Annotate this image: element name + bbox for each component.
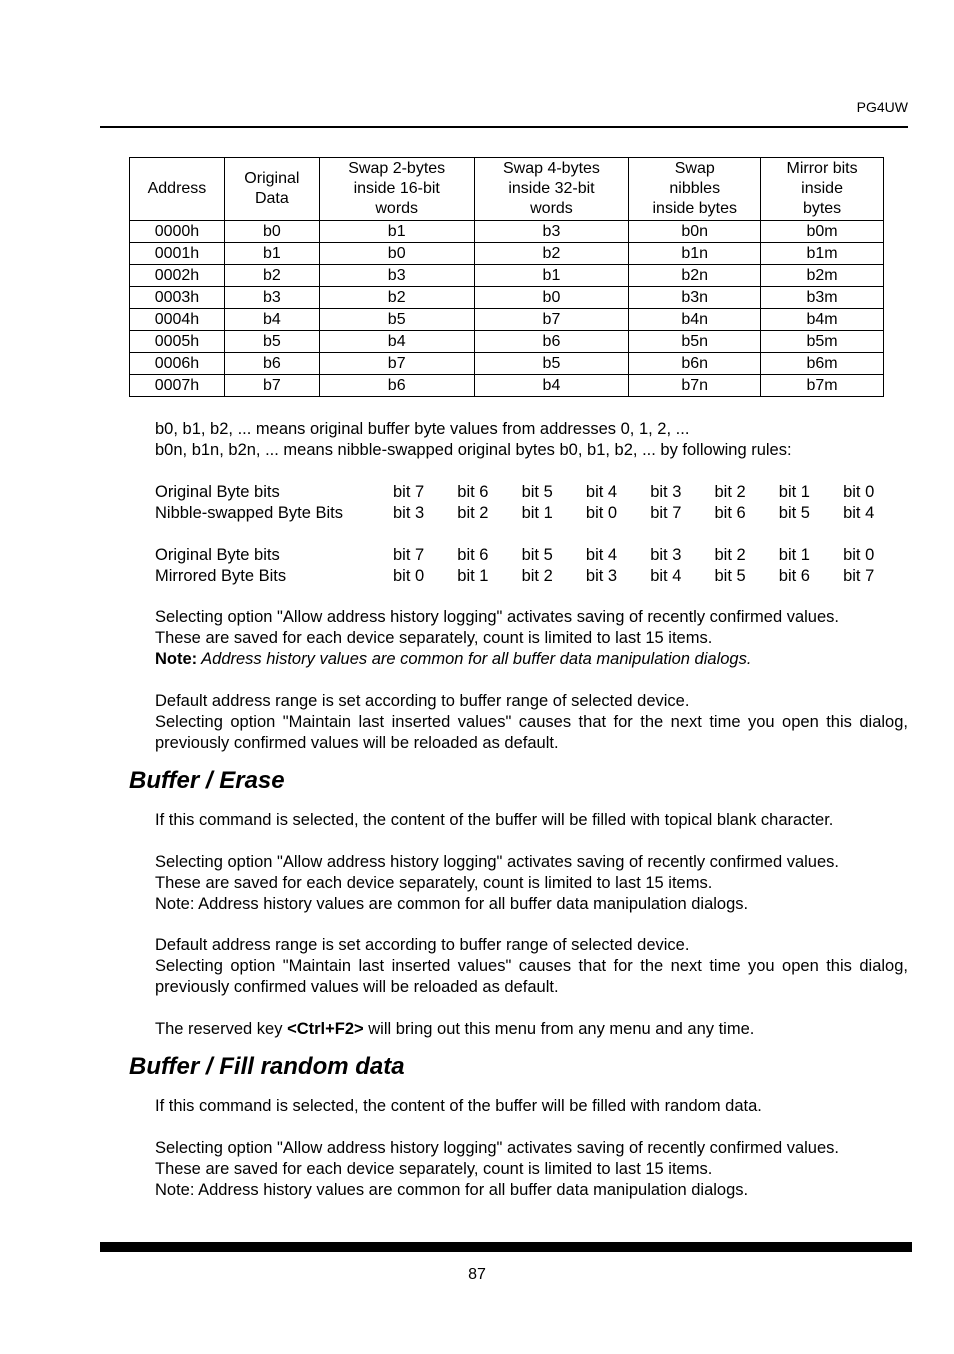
column-header-line: Original: [244, 170, 300, 187]
note-line: b0, b1, b2, ... means original buffer byte values from addresses 0, 1, 2, ...: [155, 420, 690, 438]
column-header: [319, 158, 474, 221]
note-label: Note:: [155, 650, 198, 668]
column-header-line: words: [375, 200, 419, 217]
table-cell: 0001h: [130, 243, 225, 265]
column-header: [224, 158, 319, 221]
erase-history-paragraph: [155, 852, 908, 915]
table-cell: b7: [474, 309, 629, 331]
table-cell: b3: [224, 287, 319, 309]
erase-intro: [155, 810, 908, 831]
bit-cell: bit 6: [457, 483, 489, 501]
table-cell: b2n: [629, 265, 761, 287]
table-cell: b5: [319, 309, 474, 331]
bit-cell: bit 3: [650, 483, 682, 501]
column-header: [629, 158, 761, 221]
column-header-line: nibbles: [669, 180, 721, 197]
table-cell: 0003h: [130, 287, 225, 309]
erase-heading: Buffer / Erase: [129, 767, 285, 794]
notes-block: [155, 419, 908, 461]
table-cell: b5: [474, 353, 629, 375]
text-line: Default address range is set according to buffer range of selected device.: [155, 936, 690, 954]
bit-cell: bit 2: [714, 546, 746, 564]
note-line: b0n, b1n, b2n, ... means nibble-swapped original bytes b0, b1, b2, ... by following rules:: [155, 441, 792, 459]
bit-cell: bit 1: [778, 546, 810, 564]
column-header-line: inside 16-bit: [353, 180, 440, 197]
table-cell: b7m: [761, 375, 884, 397]
table-cell: b6: [319, 375, 474, 397]
bit-cell: bit 6: [714, 504, 746, 522]
table-cell: b0: [224, 221, 319, 243]
table-cell: b1: [224, 243, 319, 265]
table-cell: b7: [224, 375, 319, 397]
table-cell: b4: [319, 331, 474, 353]
text-fragment: The reserved key: [155, 1020, 288, 1038]
text-fragment: will bring out this menu from any menu and any time.: [363, 1020, 755, 1038]
table-cell: b4n: [629, 309, 761, 331]
column-header-line: inside: [801, 180, 843, 197]
bit-cell: bit 0: [843, 483, 875, 501]
table-cell: b5n: [629, 331, 761, 353]
bit-cell: bit 5: [714, 567, 746, 585]
column-header-line: inside bytes: [652, 200, 737, 217]
table-cell: b2: [224, 265, 319, 287]
bit-cell: bit 2: [714, 483, 746, 501]
table-cell: 0004h: [130, 309, 225, 331]
note-text: Address history values are common for all buffer data manipulation dialogs.: [197, 650, 752, 668]
column-header-line: Swap: [674, 160, 715, 177]
bits-row-label: Mirrored Byte Bits: [155, 567, 287, 585]
footer-bar: [100, 1242, 912, 1252]
text-line: Selecting option "Allow address history logging" activates saving of recently confirmed values.: [155, 853, 839, 871]
byte-swap-table: [129, 157, 884, 397]
column-header: [130, 158, 225, 221]
history-paragraph: [155, 607, 908, 670]
header-rule: [100, 126, 908, 128]
text-line: These are saved for each device separately, count is limited to last 15 items.: [155, 1160, 713, 1178]
text-line: Selecting option "Allow address history logging" activates saving of recently confirmed values.: [155, 1139, 839, 1157]
bits-row: [155, 482, 907, 503]
table-cell: b1m: [761, 243, 884, 265]
table-cell: b4: [474, 375, 629, 397]
table-cell: b7n: [629, 375, 761, 397]
bit-cell: bit 5: [521, 483, 553, 501]
bit-cell: bit 2: [457, 504, 489, 522]
table-cell: b2m: [761, 265, 884, 287]
table-header: [130, 158, 884, 221]
bit-cell: bit 7: [393, 546, 425, 564]
table-cell: 0007h: [130, 375, 225, 397]
table-row: [130, 243, 884, 265]
bit-cell: bit 1: [457, 567, 489, 585]
table-cell: b3: [474, 221, 629, 243]
erase-range-paragraph: [155, 935, 908, 998]
column-header: [474, 158, 629, 221]
bits-row: [155, 566, 907, 587]
bits-row-label: Original Byte bits: [155, 483, 280, 501]
table-cell: b0: [319, 243, 474, 265]
bits-row-label: Nibble-swapped Byte Bits: [155, 504, 344, 522]
table-cell: b5: [224, 331, 319, 353]
page-number: 87: [468, 1266, 486, 1283]
bit-cell: bit 4: [650, 567, 682, 585]
random-intro: [155, 1096, 908, 1117]
bit-cell: bit 7: [650, 504, 682, 522]
range-paragraph: [155, 691, 908, 754]
bit-cell: bit 1: [778, 483, 810, 501]
table-cell: 0000h: [130, 221, 225, 243]
bit-cell: bit 0: [393, 567, 425, 585]
bit-cell: bit 4: [585, 546, 618, 564]
table-row: [130, 265, 884, 287]
mirror-bits-table: [155, 545, 907, 587]
table-cell: b1n: [629, 243, 761, 265]
table-row: [130, 331, 884, 353]
text-line: Selecting option "Maintain last inserted values" causes that for the next time you open this dialog, previously confirmed values will be reloaded as default.: [155, 713, 908, 752]
bit-cell: bit 3: [585, 567, 618, 585]
bits-row: [155, 545, 907, 566]
column-header: [761, 158, 884, 221]
table-cell: b0: [474, 287, 629, 309]
table-row: [130, 375, 884, 397]
bit-cell: bit 2: [521, 567, 553, 585]
column-header-line: Data: [254, 190, 289, 207]
table-cell: b2: [474, 243, 629, 265]
column-header-line: Mirror bits: [786, 160, 858, 177]
table-row: [130, 309, 884, 331]
table-cell: 0006h: [130, 353, 225, 375]
text-line: If this command is selected, the content of the buffer will be filled with random data.: [155, 1097, 762, 1115]
bit-cell: bit 4: [585, 483, 618, 501]
random-history-paragraph: [155, 1138, 908, 1201]
bit-cell: bit 6: [778, 567, 810, 585]
table-cell: b6n: [629, 353, 761, 375]
table-cell: 0005h: [130, 331, 225, 353]
random-heading: Buffer / Fill random data: [129, 1053, 405, 1080]
text-line: These are saved for each device separately, count is limited to last 15 items.: [155, 629, 713, 647]
bit-cell: bit 5: [521, 546, 553, 564]
text-line: Note: Address history values are common for all buffer data manipulation dialogs.: [155, 1181, 749, 1199]
text-line: These are saved for each device separately, count is limited to last 15 items.: [155, 874, 713, 892]
table-body: [130, 221, 884, 397]
table-cell: 0002h: [130, 265, 225, 287]
bits-row-label: Original Byte bits: [155, 546, 280, 564]
note-line: [155, 649, 908, 670]
table-cell: b0m: [761, 221, 884, 243]
bit-cell: bit 6: [457, 546, 489, 564]
table-cell: b2: [319, 287, 474, 309]
bits-row: [155, 503, 907, 524]
text-line: Selecting option "Maintain last inserted values" causes that for the next time you open this dialog, previously confirmed values will be reloaded as default.: [155, 957, 908, 996]
table-cell: b6m: [761, 353, 884, 375]
bit-cell: bit 3: [393, 504, 425, 522]
table-row: [130, 287, 884, 309]
column-header-line: inside 32-bit: [508, 180, 595, 197]
column-header-line: Swap 2-bytes: [348, 160, 446, 177]
table-cell: b3n: [629, 287, 761, 309]
table-cell: b5m: [761, 331, 884, 353]
table-cell: b1: [319, 221, 474, 243]
table-cell: b0n: [629, 221, 761, 243]
reserved-key-paragraph: [155, 1019, 908, 1040]
text-line: Selecting option "Allow address history logging" activates saving of recently confirmed values.: [155, 608, 839, 626]
bit-cell: bit 5: [778, 504, 810, 522]
text-line: Note: Address history values are common for all buffer data manipulation dialogs.: [155, 895, 749, 913]
text-line: Default address range is set according to buffer range of selected device.: [155, 692, 690, 710]
text-line: If this command is selected, the content of the buffer will be filled with topical blank character.: [155, 811, 834, 829]
table-cell: b7: [319, 353, 474, 375]
table-row: [130, 221, 884, 243]
bit-cell: bit 3: [650, 546, 682, 564]
bit-cell: bit 1: [521, 504, 553, 522]
bit-cell: bit 4: [843, 504, 875, 522]
text-line: [155, 1019, 908, 1040]
table-cell: b6: [474, 331, 629, 353]
nibble-bits-table: [155, 482, 907, 524]
column-header-line: Swap 4-bytes: [502, 160, 600, 177]
table-cell: b6: [224, 353, 319, 375]
column-header-line: words: [530, 200, 573, 217]
header-title: PG4UW: [856, 99, 908, 115]
shortcut-key: <Ctrl+F2>: [287, 1020, 364, 1038]
bit-cell: bit 7: [843, 567, 875, 585]
column-header-line: bytes: [802, 200, 842, 217]
table-cell: b3: [319, 265, 474, 287]
table-cell: b4: [224, 309, 319, 331]
table-row: [130, 353, 884, 375]
bit-cell: bit 0: [843, 546, 875, 564]
column-header-line: Address: [147, 180, 207, 197]
table-cell: b4m: [761, 309, 884, 331]
bit-cell: bit 0: [585, 504, 618, 522]
bit-cell: bit 7: [393, 483, 425, 501]
table-cell: b3m: [761, 287, 884, 309]
table-cell: b1: [474, 265, 629, 287]
